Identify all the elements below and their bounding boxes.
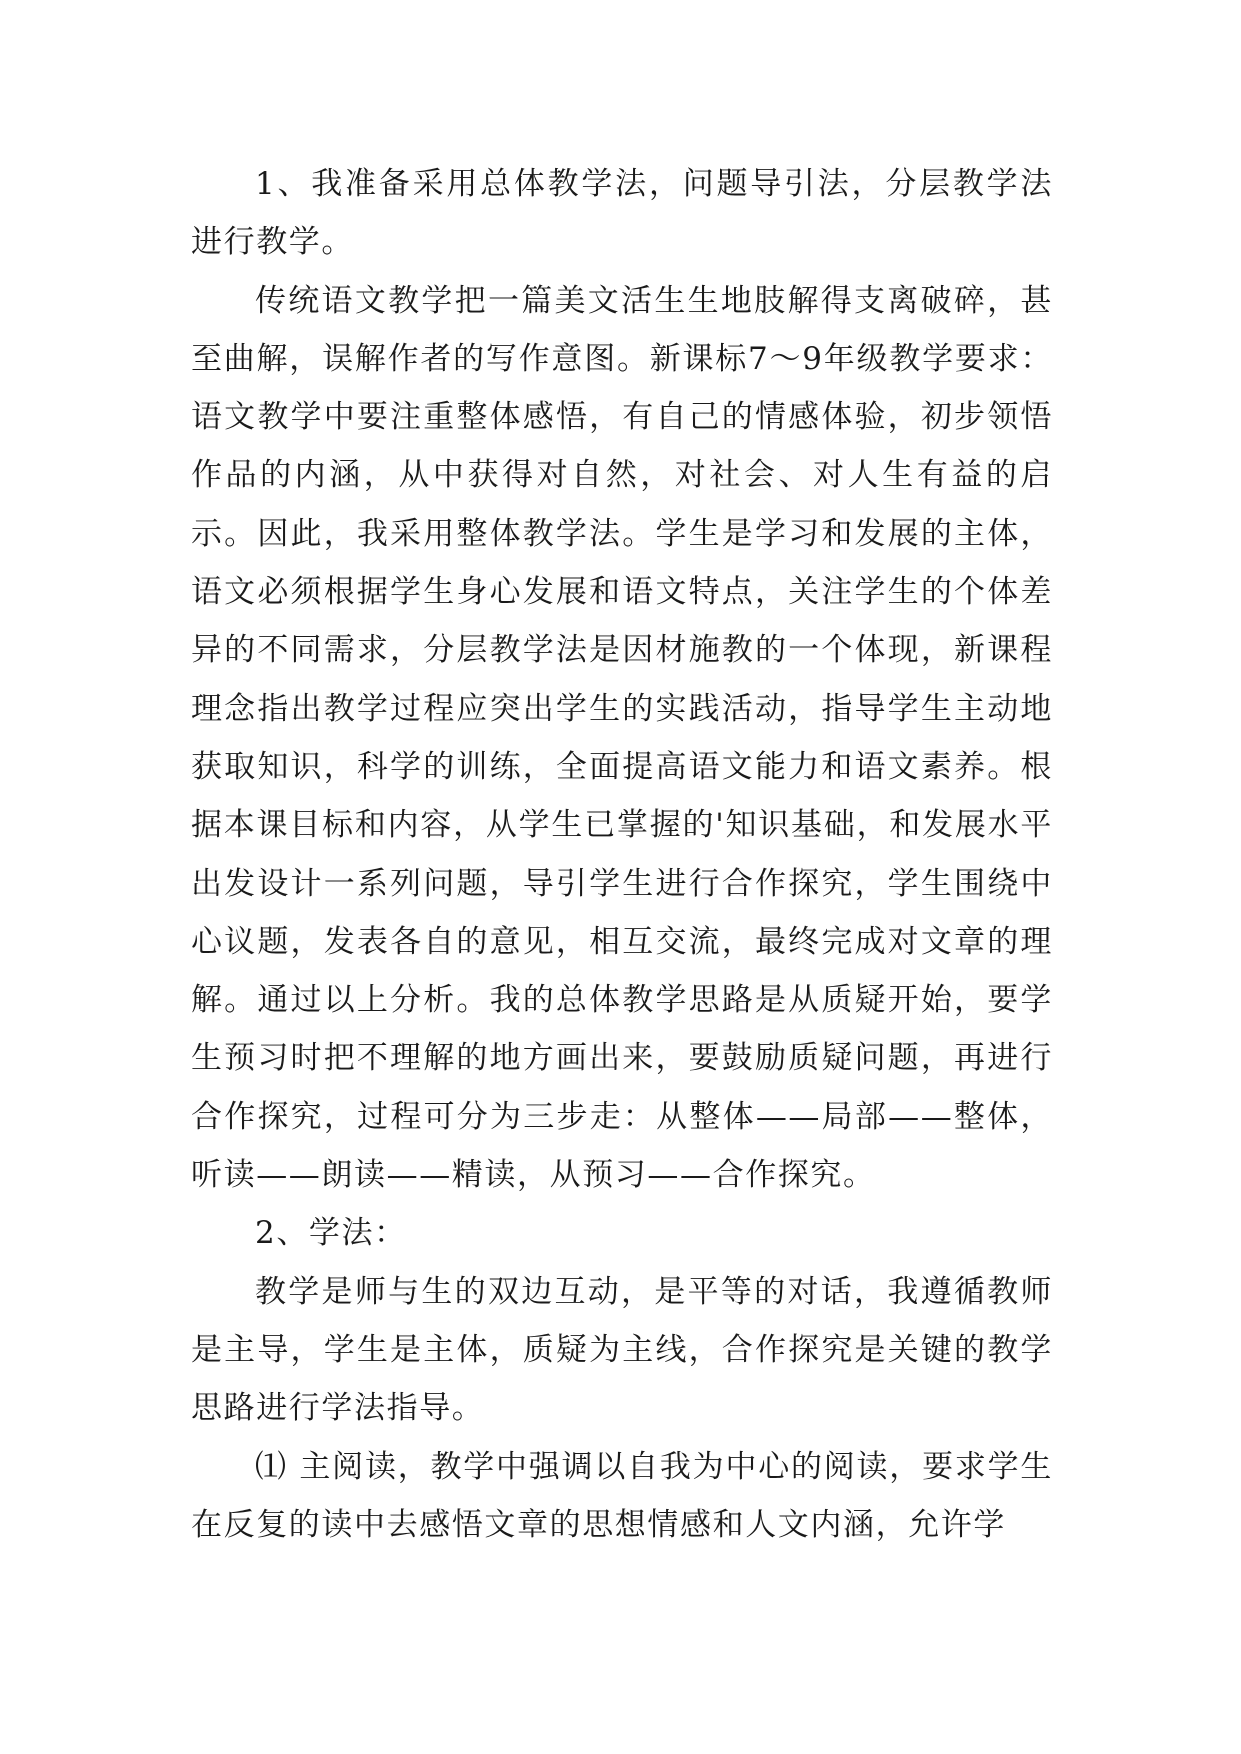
paragraph-study-method-heading: 2、学法： (255, 1215, 407, 1252)
paragraph-reading-item: ⑴ 主阅读，教学中强调以自我为中心的阅读，要求学生在反复的读中去感悟文章的思想情感和人文内涵，允许学 (191, 1448, 1053, 1543)
paragraph-study-method: 教学是师与生的双边互动，是平等的对话，我遵循教师是主导，学生是主体，质疑为主线，合作探究是关键的教学思路进行学法指导。 (191, 1273, 1053, 1427)
paragraph-rationale: 传统语文教学把一篇美文活生生地肢解得支离破碎，甚至曲解，误解作者的写作意图。新课标7～9年级教学要求：语文教学中要注重整体感悟，有自己的情感体验，初步领悟作品的内涵，从中获得对自然，对社会、对人生有益的启示。因此，我采用整体教学法。学生是学习和发展的主体，语文必须根据学生身心发展和语文特点，关注学生的个体差异的不同需求，分层教学法是因材施教的一个体现，新课程理念指出教学过程应突出学生的实践活动，指导学生主动地获取知识，科学的训练，全面提高语文能力和语文素养。根据本课目标和内容，从学生已掌握的'知识基础，和发展水平出发设计一系列问题，导引学生进行合作探究，学生围绕中心议题，发表各自的意见，相互交流，最终完成对文章的理解。通过以上分析。我的总体教学思路是从质疑开始，要学生预习时把不理解的地方画出来，要鼓励质疑问题，再进行合作探究，过程可分为三步走：从整体——局部——整体，听读——朗读——精读，从预习——合作探究。 (191, 282, 1053, 1194)
paragraph-teaching-method: 1、我准备采用总体教学法，问题导引法，分层教学法进行教学。 (191, 166, 1053, 261)
document-body (191, 155, 1053, 1554)
